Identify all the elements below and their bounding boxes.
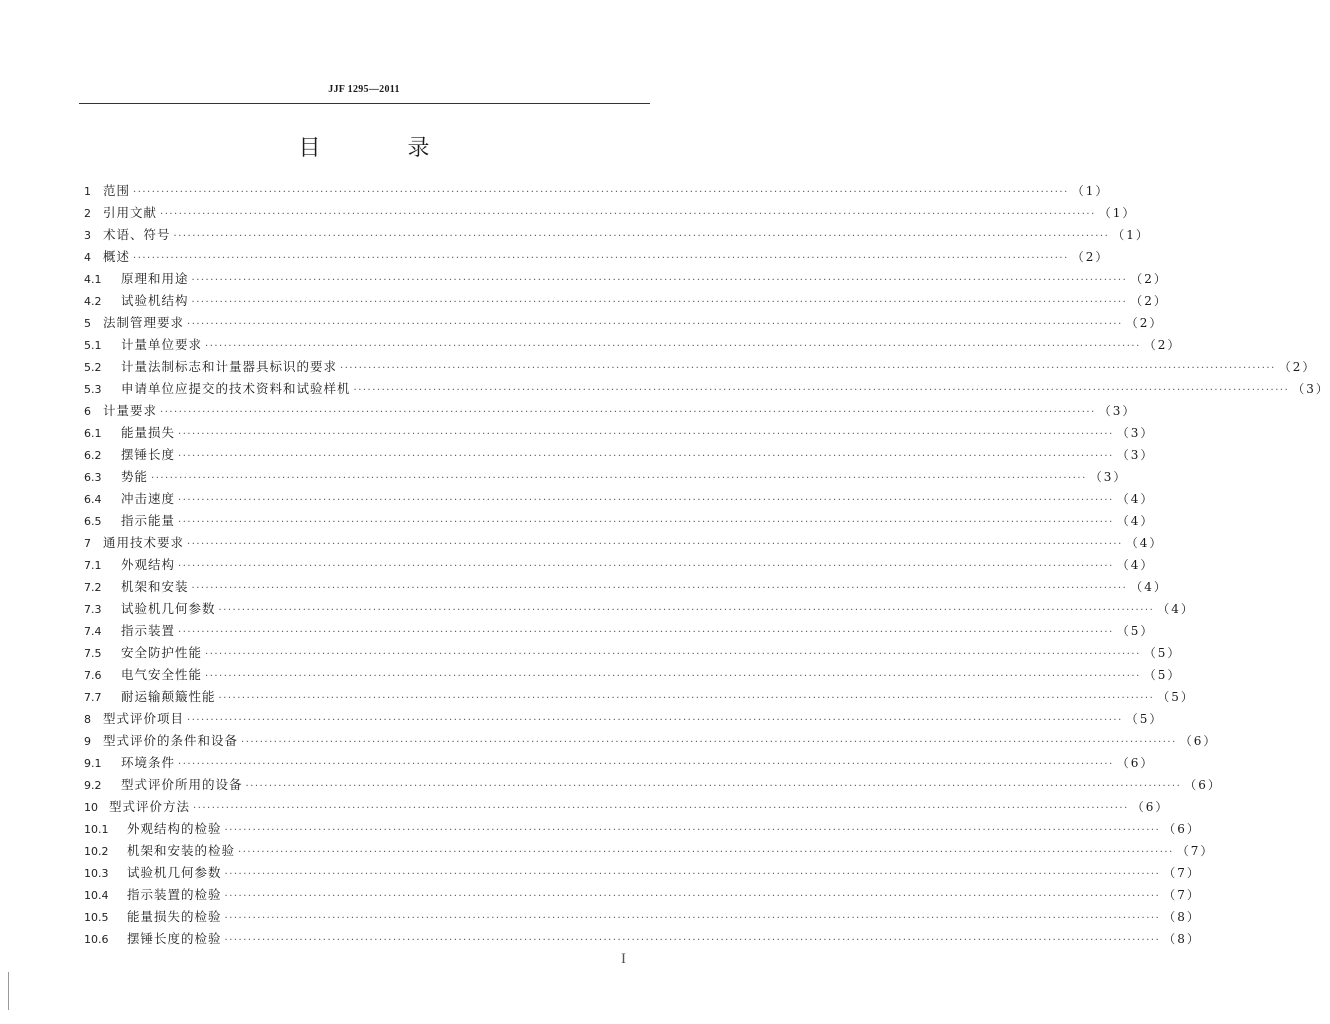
toc-entry-page: （2） <box>1278 360 1317 374</box>
toc-entry <box>84 532 1164 554</box>
scan-edge-mark <box>8 972 9 1010</box>
toc-entry-number: 10 <box>84 801 98 814</box>
toc-entry-number: 4.2 <box>84 295 102 308</box>
toc-dot-leader: ········································································································································································································ <box>218 605 1155 616</box>
toc-dot-leader: ········································································································································································································ <box>193 803 1129 814</box>
toc-dot-leader: ········································································································································································································ <box>160 407 1096 418</box>
toc-entry-page: （5） <box>1143 646 1182 660</box>
toc-entry-page: （1） <box>1098 206 1137 220</box>
toc-entry-page: （2） <box>1125 316 1164 330</box>
toc-dot-leader: ········································································································································································································ <box>224 935 1161 946</box>
toc-entry <box>84 840 1215 862</box>
toc-entry-page: （7） <box>1163 866 1201 880</box>
toc-entry-number: 7.4 <box>84 625 102 638</box>
toc-entry-number: 6.1 <box>84 427 102 440</box>
toc-entry <box>84 378 1330 400</box>
toc-entry-page: （2） <box>1071 250 1110 264</box>
toc-entry-page: （5） <box>1125 712 1164 726</box>
toc-entry-page: （3） <box>1116 448 1155 462</box>
toc-entry <box>84 906 1201 928</box>
toc-dot-leader: ········································································································································································································ <box>187 319 1123 330</box>
toc-dot-leader: ········································································································································································································ <box>178 429 1114 440</box>
toc-entry <box>84 708 1164 730</box>
toc-dot-leader: ········································································································································································································ <box>205 671 1141 682</box>
toc-entry-title: 术语、符号 <box>103 227 171 242</box>
toc-entry-title: 试验机几何参数 <box>121 601 216 616</box>
toc-dot-leader: ········································································································································································································ <box>178 759 1114 770</box>
toc-entry <box>84 466 1128 488</box>
toc-entry <box>84 488 1155 510</box>
toc-entry-title: 计量单位要求 <box>121 337 203 352</box>
toc-entry-page: （2） <box>1143 338 1182 352</box>
toc-entry-page: （4） <box>1116 558 1155 572</box>
toc-entry-page: （8） <box>1163 932 1201 946</box>
toc-entry-number: 7.2 <box>84 581 102 594</box>
toc-entry-page: （5） <box>1157 690 1195 704</box>
toc-entry-title: 摆锤长度 <box>121 447 176 462</box>
toc-entry-page: （6） <box>1184 778 1222 792</box>
toc-entry-number: 1 <box>84 185 91 198</box>
toc-dot-leader: ········································································································································································································ <box>191 275 1128 286</box>
page-number: I <box>621 951 626 967</box>
toc-entry-number: 6 <box>84 405 91 418</box>
toc-entry-number: 7.6 <box>84 669 102 682</box>
toc-entry-title: 概述 <box>103 249 131 264</box>
toc-entry-title: 指示装置 <box>121 623 176 638</box>
toc-entry <box>84 180 1110 202</box>
toc-entry-title: 试验机结构 <box>121 293 189 308</box>
toc-entry-number: 4 <box>84 251 91 264</box>
toc-dot-leader: ········································································································································································································ <box>241 737 1177 748</box>
toc-dot-leader: ········································································································································································································ <box>178 561 1114 572</box>
toc-entry-page: （8） <box>1163 910 1201 924</box>
toc-dot-leader: ········································································································································································································ <box>218 693 1155 704</box>
toc-entry <box>84 598 1195 620</box>
toc-dot-leader: ········································································································································································································ <box>151 473 1087 484</box>
toc-dot-leader: ········································································································································································································ <box>173 231 1110 242</box>
toc-entry-number: 10.6 <box>84 933 109 946</box>
toc-entry-page: （1） <box>1071 184 1110 198</box>
toc-entry <box>84 422 1155 444</box>
toc-entry <box>84 818 1201 840</box>
toc-entry <box>84 752 1155 774</box>
toc-entry <box>84 510 1155 532</box>
toc-entry-number: 5.1 <box>84 339 102 352</box>
toc-entry-page: （6） <box>1116 756 1155 770</box>
toc-entry-number: 2 <box>84 207 91 220</box>
toc-entry <box>84 796 1170 818</box>
toc-entry-number: 7.5 <box>84 647 102 660</box>
toc-dot-leader: ········································································································································································································ <box>224 825 1161 836</box>
toc-entry-page: （1） <box>1112 228 1150 242</box>
toc-entry-page: （3） <box>1292 382 1330 396</box>
toc-entry-page: （6） <box>1131 800 1170 814</box>
toc-entry-title: 计量法制标志和计量器具标识的要求 <box>121 359 338 374</box>
toc-entry-page: （7） <box>1163 888 1201 902</box>
toc-entry-title: 型式评价方法 <box>109 799 191 814</box>
toc-entry <box>84 664 1182 686</box>
toc-entry-title: 法制管理要求 <box>103 315 185 330</box>
toc-entry-title: 电气安全性能 <box>121 667 203 682</box>
toc-dot-leader: ········································································································································································································ <box>178 451 1114 462</box>
toc-dot-leader: ········································································································································································································ <box>191 583 1128 594</box>
toc-entry-number: 5 <box>84 317 91 330</box>
toc-entry-title: 势能 <box>121 469 149 484</box>
toc-entry-title: 试验机几何参数 <box>127 865 222 880</box>
toc-entry-number: 9.1 <box>84 757 102 770</box>
toc-entry <box>84 928 1201 950</box>
toc-entry-title: 型式评价项目 <box>103 711 185 726</box>
toc-entry-title: 摆锤长度的检验 <box>127 931 222 946</box>
toc-entry-title: 能量损失的检验 <box>127 909 222 924</box>
toc-entry <box>84 334 1182 356</box>
toc-entry-number: 10.3 <box>84 867 109 880</box>
toc-entry <box>84 642 1182 664</box>
toc-entry-title: 范围 <box>103 183 131 198</box>
toc-dot-leader: ········································································································································································································ <box>191 297 1128 308</box>
toc-entry <box>84 554 1155 576</box>
toc-entry-page: （4） <box>1116 492 1155 506</box>
toc-entry-number: 7 <box>84 537 91 550</box>
toc-entry-page: （3） <box>1116 426 1155 440</box>
toc-entry-title: 原理和用途 <box>121 271 189 286</box>
toc-entry <box>84 400 1137 422</box>
toc-entry-page: （4） <box>1116 514 1155 528</box>
toc-entry-page: （4） <box>1130 580 1168 594</box>
toc-entry-title: 申请单位应提交的技术资料和试验样机 <box>121 381 351 396</box>
toc-entry <box>84 774 1222 796</box>
toc-entry-title: 计量要求 <box>103 403 158 418</box>
toc-entry-page: （5） <box>1116 624 1155 638</box>
toc-entry-title: 安全防护性能 <box>121 645 203 660</box>
toc-entry <box>84 224 1150 246</box>
toc-entry-page: （2） <box>1130 272 1168 286</box>
toc-entry <box>84 312 1164 334</box>
toc-entry <box>84 268 1168 290</box>
toc-entry-number: 7.1 <box>84 559 102 572</box>
toc-entry-title: 指示装置的检验 <box>127 887 222 902</box>
toc-dot-leader: ········································································································································································································ <box>178 627 1114 638</box>
toc-entry-number: 10.1 <box>84 823 109 836</box>
toc-entry-number: 10.5 <box>84 911 109 924</box>
toc-dot-leader: ········································································································································································································ <box>133 253 1069 264</box>
toc-entry-number: 9 <box>84 735 91 748</box>
toc-entry-number: 4.1 <box>84 273 102 286</box>
toc-entry-number: 9.2 <box>84 779 102 792</box>
toc-dot-leader: ········································································································································································································ <box>224 869 1161 880</box>
toc-entry-number: 7.3 <box>84 603 102 616</box>
toc-entry <box>84 202 1137 224</box>
toc-dot-leader: ········································································································································································································ <box>340 363 1276 374</box>
toc-dot-leader: ········································································································································································································ <box>133 187 1069 198</box>
toc-dot-leader: ········································································································································································································ <box>238 847 1174 858</box>
toc-entry-number: 5.3 <box>84 383 102 396</box>
toc-entry-page: （6） <box>1179 734 1218 748</box>
toc-dot-leader: ········································································································································································································ <box>187 715 1123 726</box>
toc-dot-leader: ········································································································································································································ <box>178 517 1114 528</box>
toc-entry-title: 耐运输颠簸性能 <box>121 689 216 704</box>
toc-entry-page: （6） <box>1163 822 1201 836</box>
toc-entry <box>84 290 1168 312</box>
toc-entry-page: （4） <box>1157 602 1195 616</box>
toc-entry-title: 外观结构的检验 <box>127 821 222 836</box>
toc-entry-page: （5） <box>1143 668 1182 682</box>
toc-entry <box>84 862 1201 884</box>
toc-entry-title: 型式评价所用的设备 <box>121 777 243 792</box>
toc-entry-title: 机架和安装的检验 <box>127 843 236 858</box>
toc-entry-title: 通用技术要求 <box>103 535 185 550</box>
toc-entry-number: 10.4 <box>84 889 109 902</box>
toc-entry <box>84 686 1195 708</box>
toc-entry <box>84 620 1155 642</box>
toc-entry-number: 8 <box>84 713 91 726</box>
toc-entry-number: 7.7 <box>84 691 102 704</box>
toc-dot-leader: ········································································································································································································ <box>224 891 1161 902</box>
toc-entry-title: 机架和安装 <box>121 579 189 594</box>
toc-dot-leader: ········································································································································································································ <box>205 649 1141 660</box>
toc-entry-number: 10.2 <box>84 845 109 858</box>
toc-entry-title: 外观结构 <box>121 557 176 572</box>
toc-entry-title: 能量损失 <box>121 425 176 440</box>
toc-entry-title: 环境条件 <box>121 755 176 770</box>
toc-entry-page: （4） <box>1125 536 1164 550</box>
toc-entry-title: 引用文献 <box>103 205 158 220</box>
table-of-contents <box>84 180 1330 950</box>
toc-entry-number: 3 <box>84 229 91 242</box>
header-rule <box>79 103 650 104</box>
toc-entry-page: （7） <box>1176 844 1215 858</box>
running-header: JJF 1295—2011 <box>328 84 400 95</box>
toc-entry-number: 6.2 <box>84 449 102 462</box>
toc-entry <box>84 730 1218 752</box>
toc-entry-number: 6.4 <box>84 493 102 506</box>
toc-entry <box>84 884 1201 906</box>
toc-dot-leader: ········································································································································································································ <box>245 781 1182 792</box>
toc-entry <box>84 576 1168 598</box>
toc-entry-page: （3） <box>1098 404 1137 418</box>
toc-entry-title: 指示能量 <box>121 513 176 528</box>
toc-dot-leader: ········································································································································································································ <box>353 385 1290 396</box>
toc-entry-title: 型式评价的条件和设备 <box>103 733 239 748</box>
toc-entry-number: 6.5 <box>84 515 102 528</box>
toc-dot-leader: ········································································································································································································ <box>205 341 1141 352</box>
toc-dot-leader: ········································································································································································································ <box>187 539 1123 550</box>
toc-entry <box>84 356 1317 378</box>
toc-entry-page: （3） <box>1089 470 1128 484</box>
toc-entry-page: （2） <box>1130 294 1168 308</box>
toc-entry <box>84 444 1155 466</box>
toc-dot-leader: ········································································································································································································ <box>160 209 1096 220</box>
toc-entry-number: 5.2 <box>84 361 102 374</box>
toc-dot-leader: ········································································································································································································ <box>178 495 1114 506</box>
toc-entry <box>84 246 1110 268</box>
page-title: 目 录 <box>298 136 470 161</box>
toc-dot-leader: ········································································································································································································ <box>224 913 1161 924</box>
toc-entry-title: 冲击速度 <box>121 491 176 506</box>
toc-entry-number: 6.3 <box>84 471 102 484</box>
